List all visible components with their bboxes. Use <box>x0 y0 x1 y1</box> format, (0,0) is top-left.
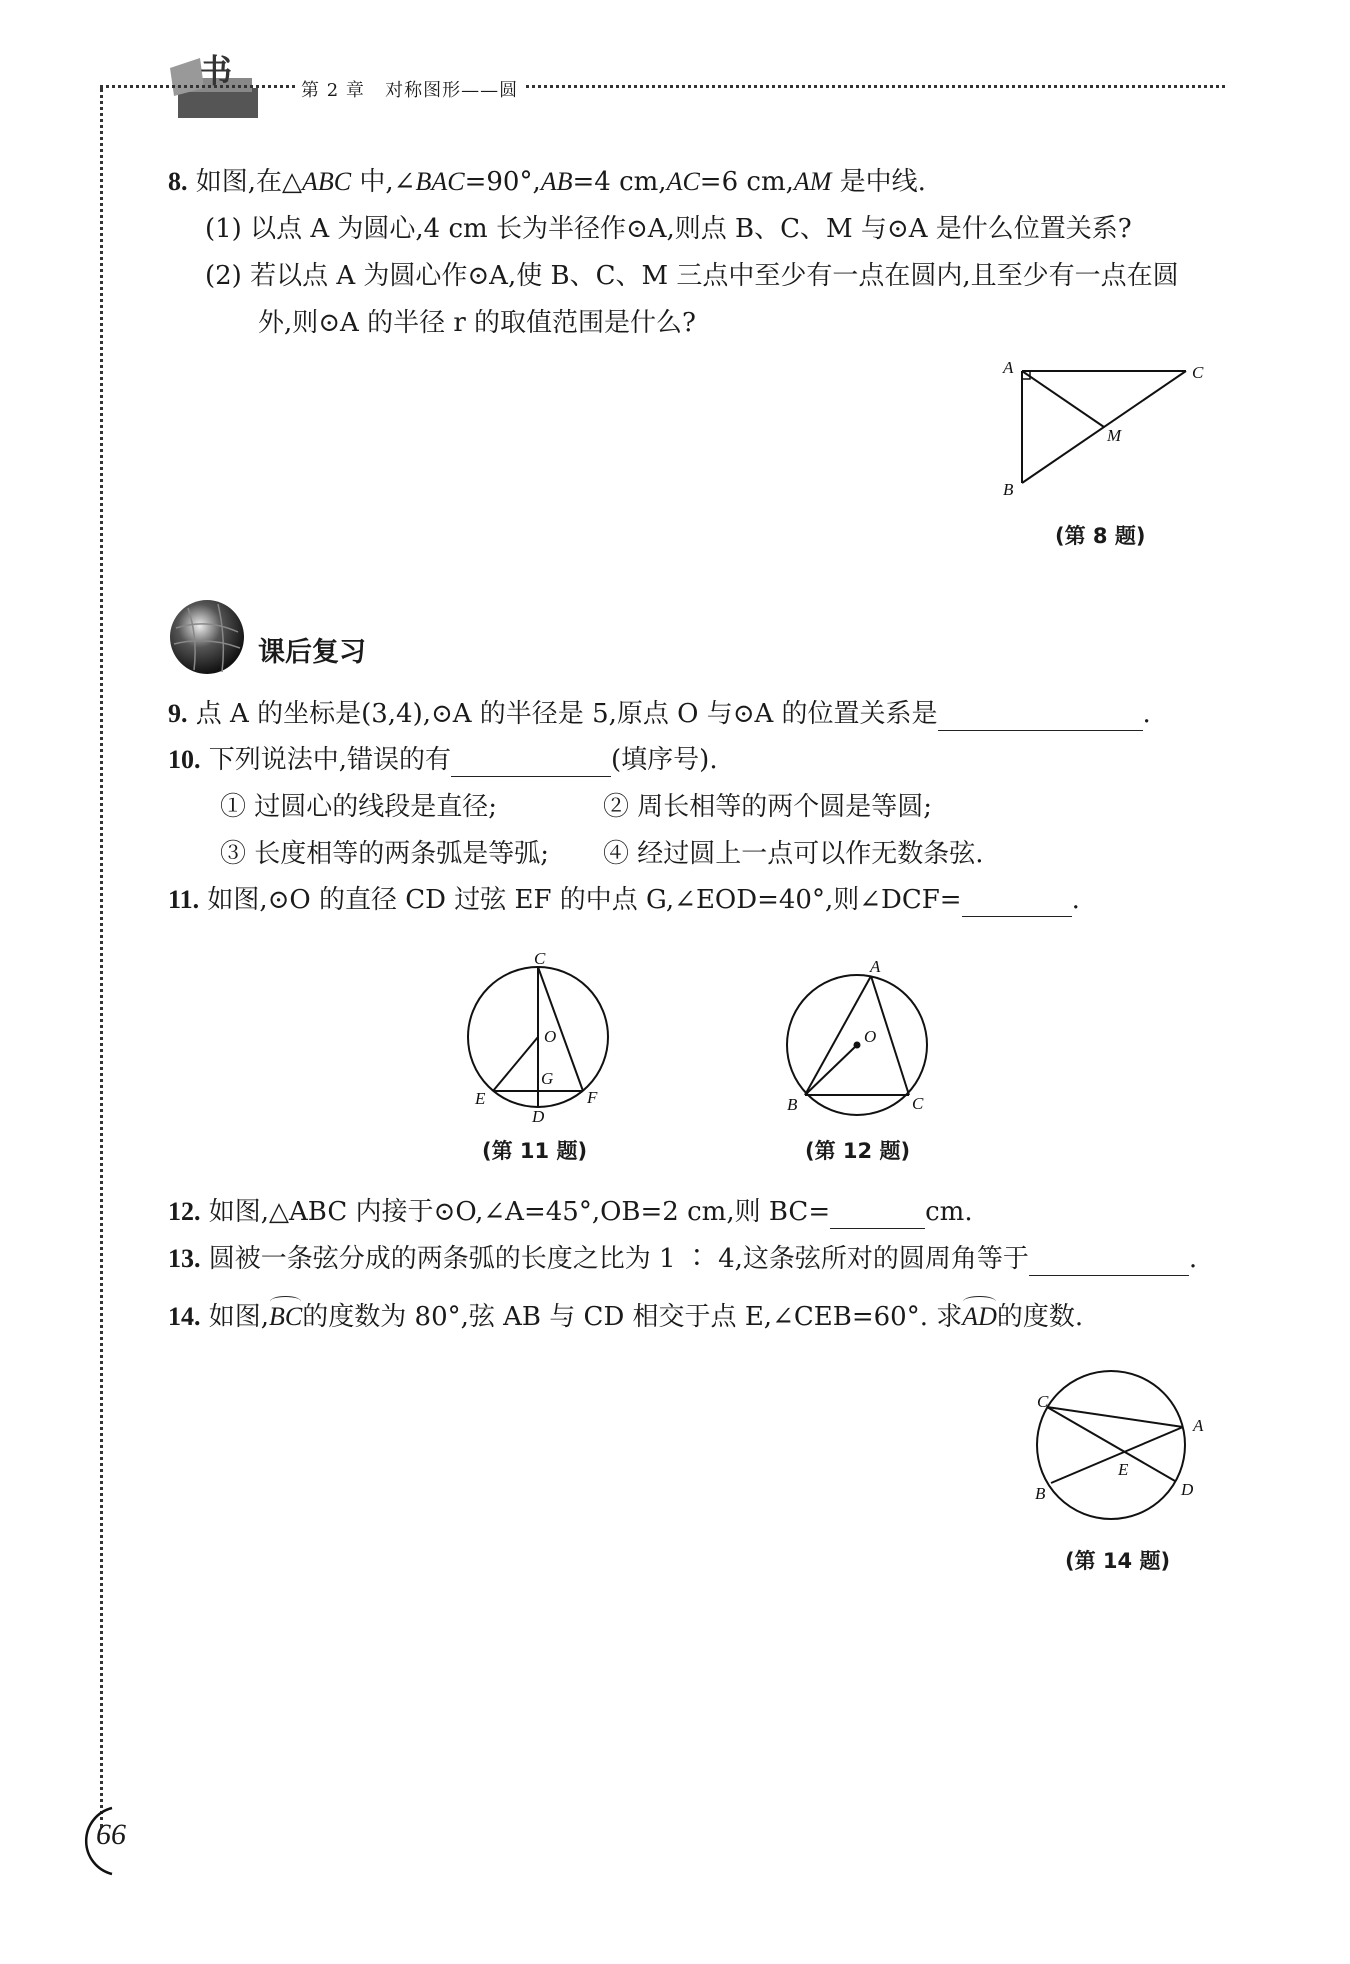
q12-caption: (第 12 题) <box>805 1139 911 1163</box>
q11-end: . <box>1071 885 1080 915</box>
q8-caption: (第 8 题) <box>1055 524 1146 548</box>
q12-answer-blank[interactable] <box>830 1202 925 1229</box>
q11-label-d: D <box>532 1107 545 1125</box>
q14-text-a: 如图, <box>208 1302 270 1332</box>
svg-text:书: 书 <box>200 53 233 89</box>
chapter-logo-icon <box>160 48 270 128</box>
q9-number: 9. <box>168 699 188 728</box>
q8-text-a: 如图,在△ <box>195 167 303 197</box>
q13-end: . <box>1188 1244 1198 1274</box>
q8-text-b: 中,∠ <box>351 167 416 197</box>
q11-line <box>168 883 1080 917</box>
q13-answer-blank[interactable] <box>1029 1249 1189 1276</box>
q9-end: . <box>1142 699 1151 729</box>
q12-label-b: B <box>787 1095 798 1114</box>
q11-answer-blank[interactable] <box>962 890 1072 917</box>
q8-ab: AB <box>540 167 573 196</box>
chapter-title: 对称图形——圆 <box>385 80 519 101</box>
q13-number: 13. <box>168 1244 201 1273</box>
q12-radius-ob <box>805 1045 857 1095</box>
q14-caption: (第 14 题) <box>1065 1549 1171 1573</box>
q13-line <box>168 1242 1197 1276</box>
q14-arc-bc: BC <box>269 1302 303 1331</box>
q11-caption: (第 11 题) <box>482 1139 588 1163</box>
q8-stem <box>168 165 926 199</box>
header-rule <box>100 85 1225 88</box>
q8-text-d: =4 cm, <box>572 167 667 197</box>
q10-option-1: ① 过圆心的线段是直径; <box>220 792 498 822</box>
q8-figure <box>1000 355 1210 505</box>
q11-label-o: O <box>544 1027 557 1046</box>
q14-label-a: A <box>1193 1416 1204 1435</box>
q14-label-d: D <box>1181 1480 1194 1499</box>
q10-line <box>168 743 718 777</box>
q10-number: 10. <box>168 745 201 774</box>
q11-segment-oe <box>493 1037 538 1091</box>
q8-text-f: 是中线. <box>831 167 926 197</box>
q13-text: 圆被一条弦分成的两条弧的长度之比为 1 ∶ 4,这条弦所对的圆周角等于 <box>208 1244 1029 1274</box>
q10-option-2: ② 周长相等的两个圆是等圆; <box>603 792 933 822</box>
margin-rule <box>100 88 103 1828</box>
q9-line <box>168 697 1151 731</box>
q8-label-m: M <box>1107 426 1122 445</box>
q14-label-c: C <box>1037 1392 1049 1411</box>
q12-end: cm. <box>925 1197 973 1227</box>
q8-label-c: C <box>1192 363 1204 382</box>
q10-end: (填序号). <box>611 745 718 775</box>
q11-label-g: G <box>541 1069 554 1088</box>
chapter-number: 第 2 章 <box>301 80 365 101</box>
q12-text: 如图,△ABC 内接于⊙O,∠A=45°,OB=2 cm,则 BC= <box>208 1197 831 1227</box>
q14-line <box>168 1300 1083 1334</box>
q14-figure <box>1025 1365 1225 1525</box>
q12-side-ac <box>871 976 909 1095</box>
q14-segment-ca <box>1047 1407 1183 1427</box>
q8-bac: BAC <box>415 167 465 196</box>
q8-ac: AC <box>666 167 700 196</box>
q10-option-4: ④ 经过圆上一点可以作无数条弦. <box>603 839 984 869</box>
q10-answer-blank[interactable] <box>451 750 611 777</box>
q12-label-o: O <box>864 1027 877 1046</box>
q9-answer-blank[interactable] <box>938 704 1143 731</box>
q8-part1: (1) 以点 A 为圆心,4 cm 长为半径作⊙A,则点 B、C、M 与⊙A 是什么位置关系? <box>205 214 1132 244</box>
chapter-header <box>295 76 524 102</box>
q8-abc: ABC <box>302 167 352 196</box>
q8-text-c: =90°, <box>464 167 541 197</box>
q14-number: 14. <box>168 1302 201 1331</box>
q14-chord-cd <box>1047 1407 1175 1481</box>
q14-text-b: 的度数为 80°,弦 AB 与 CD 相交于点 E,∠CEB=60°. 求 <box>302 1302 963 1332</box>
q12-side-ab <box>805 976 871 1095</box>
q12-number: 12. <box>168 1197 201 1226</box>
q8-am: AM <box>793 167 832 196</box>
q11-label-f: F <box>587 1088 598 1107</box>
page-number: 66 <box>96 1818 126 1851</box>
q8-part2-line2: 外,则⊙A 的半径 r 的取值范围是什么? <box>258 308 696 338</box>
q9-text: 点 A 的坐标是(3,4),⊙A 的半径是 5,原点 O 与⊙A 的位置关系是 <box>195 699 938 729</box>
q8-label-a: A <box>1003 358 1014 377</box>
q12-label-a: A <box>870 958 881 976</box>
q14-label-e: E <box>1118 1460 1129 1479</box>
section-title: 课后复习 <box>258 637 366 668</box>
q12-figure <box>775 958 945 1118</box>
q14-arc-ad: AD <box>962 1302 997 1331</box>
q14-label-b: B <box>1035 1484 1046 1503</box>
section-ball-icon <box>168 598 246 676</box>
q11-label-e: E <box>475 1089 486 1108</box>
q11-label-c: C <box>534 950 546 968</box>
q8-part2-line1: (2) 若以点 A 为圆心作⊙A,使 B、C、M 三点中至少有一点在圆内,且至少有一点在圆 <box>205 261 1179 291</box>
q11-text: 如图,⊙O 的直径 CD 过弦 EF 的中点 G,∠EOD=40°,则∠DCF= <box>207 885 962 915</box>
q12-label-c: C <box>912 1094 924 1113</box>
q8-number: 8. <box>168 167 188 196</box>
q12-center-dot <box>854 1042 861 1049</box>
q12-line <box>168 1195 973 1229</box>
q8-median-am <box>1022 371 1104 427</box>
q11-figure <box>455 950 625 1125</box>
q14-text-c: 的度数. <box>996 1302 1084 1332</box>
q8-label-b: B <box>1003 480 1014 499</box>
q11-number: 11. <box>168 885 200 914</box>
q8-text-e: =6 cm, <box>699 167 794 197</box>
q10-option-3: ③ 长度相等的两条弧是等弧; <box>220 839 550 869</box>
q10-text: 下列说法中,错误的有 <box>208 745 452 775</box>
